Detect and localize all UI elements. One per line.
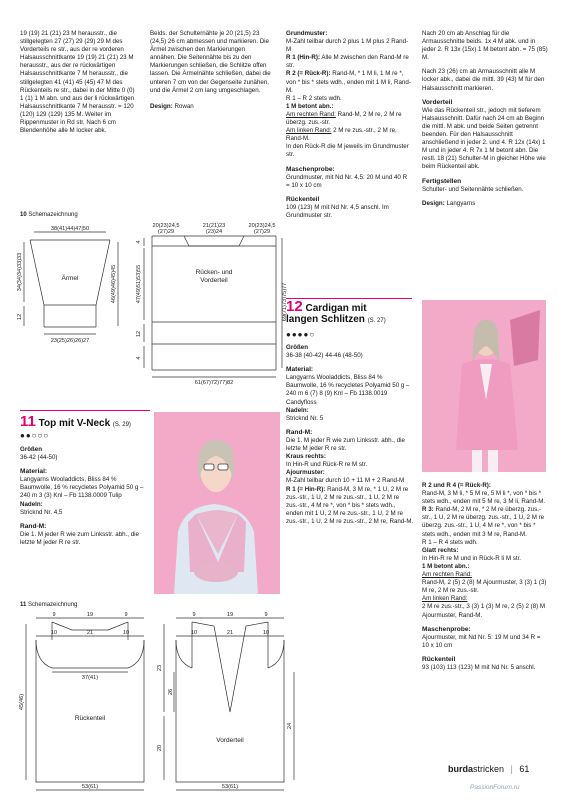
back-label: Rückenteil	[74, 715, 106, 722]
page-number: 61	[519, 764, 530, 774]
diagram-11-caption: 11 Schemazeichnung	[20, 602, 78, 608]
section-12-info: Größen 36-38 (40-42) 44-46 (48-50) Material: Langyarns Wooladdicts, Bliss 84 % Baumwolle, 16 % recycletes Polyamid 50 g – 240 m 6 (7) 8 (9) Knl – Fb 1138.0019 Candyfloss Nadeln: Stricknd Nr. 5 Rand-M: Die 1. M jeder R wie zum Linksstr. abh., die letzte M jeder R re str. Kraus rechts: In Hin-R und Rück-R re M str. Ajourmuster: M-Zahl teilbar durch 10 + 11 M + 2 Rand-M R 1 (= Hin-R): Rand-M, 3 M re, * 1 U, 2 M re zus.-str., 1 U, 2 M re zus.-str., 1 U, 2 M re zus.-str., 4 M re *, von * bis * stets wdh., enden mit 1 U, 2 M re zus.-str., 1 U, 2 M re zus.-str., 1 U, 2 M re zus.-str., 2 M re, Rand-M.	[286, 344, 414, 525]
back-top-dim-2: 19	[86, 612, 94, 618]
body-top-dim-3b: (27)29	[253, 229, 271, 235]
body-top-dim-3: 20(23)24,5	[248, 223, 276, 229]
body-left-dim-1: 4	[136, 240, 142, 244]
diagram-11-schematic	[14, 612, 293, 790]
front-bottom-dim: 53(61)	[221, 784, 239, 790]
body-top-dim-2b: (23)24	[205, 229, 223, 235]
model-illustration-12	[422, 300, 546, 472]
front-top-dim-2: 19	[226, 612, 234, 618]
front-top-dim-5: 21	[226, 630, 234, 636]
front-top-dim-1: 9	[192, 612, 196, 618]
col4-armholes: Nach 20 cm ab Anschlag für die Armausschnitte beids. 1x 4 M abk. und in jeder 2. R 13x (15x) 1 M betont abn. = 75 (85) M. Nach 23 (26) cm ab Armausschnitt alle M locker abk., dabei die mittl. 39 (43) M für den Halsausschnitt markieren. Vorderteil Wie das Rückenteil str., jedoch mit tieferem Halsausschnitt. Dafür nach 24 cm ab Beginn die mittl. M abk. und beide Seiten getrennt beenden. Für den Halsausschnitt anschließend in jeder 2. und 4. R 12x (14x) 1 M und in jeder 4. R 7x 1 M betont abn. Die restl. 18 (21) Schulter-M in gleicher Höhe wie beim Rückenteil abk. Fertigstellen Schulter- und Seitennähte schließen. Design: Langyarns	[422, 30, 548, 207]
section-11-rule	[20, 410, 150, 411]
diagram-10-schematic	[14, 222, 288, 386]
front-top-dim-6: 10	[262, 630, 270, 636]
body-right-dim: 69(71)73)75)77	[282, 282, 288, 322]
back-top-dim-5: 21	[86, 630, 94, 636]
model-illustration-11	[154, 412, 280, 594]
front-top-dim-3: 9	[264, 612, 268, 618]
footer-brand: burdastricken | 61	[448, 764, 530, 774]
section-11-info: Größen 36-42 (44-50) Material: Langyarns Wooladdicts, Bliss 84 % Baumwolle, 16 % recycletes Polyamid 50 g – 240 m 3 (3) Knl – Fb 1138.0009 Tulip Nadeln: Stricknd Nr. 4,5 Rand-M: Die 1. M jeder R wie zum Linksstr. abh., die letzte M jeder R re str.	[20, 446, 144, 546]
back-mid-dim: 37(41)	[81, 675, 99, 681]
body-left-dim-2: 47(49)51)53)55	[136, 264, 142, 304]
front-right-dim: 24	[287, 722, 293, 730]
col2-finishing-text: Beids. der Schulternähte je 20 (21,5) 23 (24,5) 26 cm abmessen und markieren. Die Ärmel zwischen den Markierungen annähen. Die Seitennähte bis zu den Markierungen schließen, die Schlitze offen lassen. Die Ärmelnähte schließen, dabei die unteren 7 cm von der Gegenseite zunähen, und die Ärmel 2 cm lang umgeschlagen. Design: Rowan	[150, 30, 271, 110]
watermark: PassionForum.ru	[470, 784, 520, 791]
sleeve-label: Ärmel	[61, 275, 79, 282]
body-top-dim-1b: (27)29	[157, 229, 175, 235]
front-label: Vorderteil	[216, 737, 244, 744]
col4-cardigan-instructions: R 2 und R 4 (= Rück-R): Rand-M, 3 M li, * 5 M re, 5 M li *, von * bis * stets wdh., enden mit 5 M re, 3 M li, Rand-M. R 3: Rand-M, 2 M re, * 2 M re überzg. zus.-str., 1 U, 2 M re überzg. zus.-str., 1 U, 2 M re überzg. zus.-str., 1 U, 4 M re *, von * bis * stets wdh., enden mit 3 M re, Rand-M. R 1 – R 4 stets wdh. Glatt rechts: In Hin-R re M und in Rück-R li M str. 1 M betont abn.: Am rechten Rand: Rand-M, 2 (5) 2 (8) M Ajourmuster, 3 (3) 1 (3) M re, 2 M re zus.-str. Am linken Rand: 2 M re zus.-str., 3 (3) 1 (3) M re, 2 (5) 2 (8) M Ajourmuster, Rand-M. Maschenprobe: Ajourmuster, mit Nd Nr. 5: 19 M und 34 R = 10 x 10 cm Rückenteil 93 (103) 113 (123) M mit Nd Nr. 5 anschl.	[422, 482, 547, 671]
difficulty-dots-11: ●●○○○	[20, 431, 50, 440]
col1-continued-text: 19 (19) 21 (21) 23 M herausstr., die stillgelegten 27 (27) 29 (29) 29 M des Vorderteils re str., aus der re vorderen Halsausschnittkante 19 (19) 21 (21) 23 M herausstr., aus der re rückwärtigen Halsausschnittkante 7 M herausstr., die stillgelegten 41 (41) 45 (45) 47 M des Rückenteils re str., dabei in der Mitte 0 (0) 1 (1) 1 M abn. und aus der li rückwärtigen Halsausschnittkante 7 M herausstr. = 120 (120) 129 (129) 135 M. Weiter im Rippenmuster in Rd str. Nach 6 cm Blendenhöhe alle M locker abk.	[20, 30, 135, 135]
back-bottom-dim: 53(61)	[81, 784, 99, 790]
section-11-heading: 11 Top mit V-Neck (S. 29)	[20, 413, 131, 430]
sleeve-bottom-dim: 23(25)26)26)27	[50, 338, 90, 344]
back-top-dim-1: 9	[52, 612, 56, 618]
body-left-dim-4: 4	[136, 356, 142, 360]
section-12-heading: 12 Cardigan mit langen Schlitzen (S. 27)	[286, 298, 386, 325]
body-left-dim-3: 12	[136, 330, 142, 338]
back-top-dim-4: 10	[50, 630, 58, 636]
sleeve-cuff-dim: 12	[17, 313, 23, 321]
col3-patterns: Grundmuster: M-Zahl teilbar durch 2 plus 1 M plus 2 Rand-M R 1 (Hin-R): Alle M zwischen den Rand-M re str. R 2 (= Rück-R): Rand-M, * 1 M li, 1 M re *, von * bis * stets wdh., enden mit 1 M li, Rand-M. R 1 – R 2 stets wdh. 1 M betont abn.: Am rechten Rand: Rand-M, 2 M re, 2 M re überzg. zus.-str. Am linken Rand: 2 M re zus.-str., 2 M re, Rand-M. In den Rück-R die M jeweils im Grundmuster str. Maschenprobe: Grundmuster, mit Nd Nr. 4,5: 20 M und 40 R = 10 x 10 cm Rückenteil 109 (123) M mit Nd Nr. 4,5 anschl. Im Grundmuster str.	[286, 30, 411, 219]
photo-top-v-neck	[154, 412, 280, 594]
front-left-dim-2: 26	[168, 688, 174, 696]
sleeve-top-dim: 38(41)44)47|50	[50, 226, 90, 232]
body-bottom-dim: 61(67)72)77)82	[194, 380, 234, 386]
back-top-dim-3: 9	[124, 612, 128, 618]
front-top-dim-4: 10	[190, 630, 198, 636]
sleeve-left-dim: 34(34)34)33)33	[17, 252, 23, 292]
diagram-10-caption: 10 Schemazeichnung	[20, 212, 78, 218]
body-label-2: Vorderteil	[200, 277, 228, 284]
front-left-dim-1: 23	[157, 664, 163, 672]
back-top-dim-6: 10	[122, 630, 130, 636]
back-left-dim: 45(46)	[19, 693, 25, 711]
photo-cardigan	[422, 300, 546, 472]
front-left-dim-3: 20	[157, 744, 163, 752]
sleeve-right-dim: 46(49)46)45)45	[111, 264, 117, 304]
difficulty-dots-12: ●●●●○	[286, 330, 316, 339]
body-top-dim-1: 20(23)24,5	[152, 223, 180, 229]
body-label-1: Rücken- und	[195, 269, 233, 276]
body-top-dim-2: 21(21)23	[202, 223, 226, 229]
section-12-rule	[286, 298, 412, 299]
